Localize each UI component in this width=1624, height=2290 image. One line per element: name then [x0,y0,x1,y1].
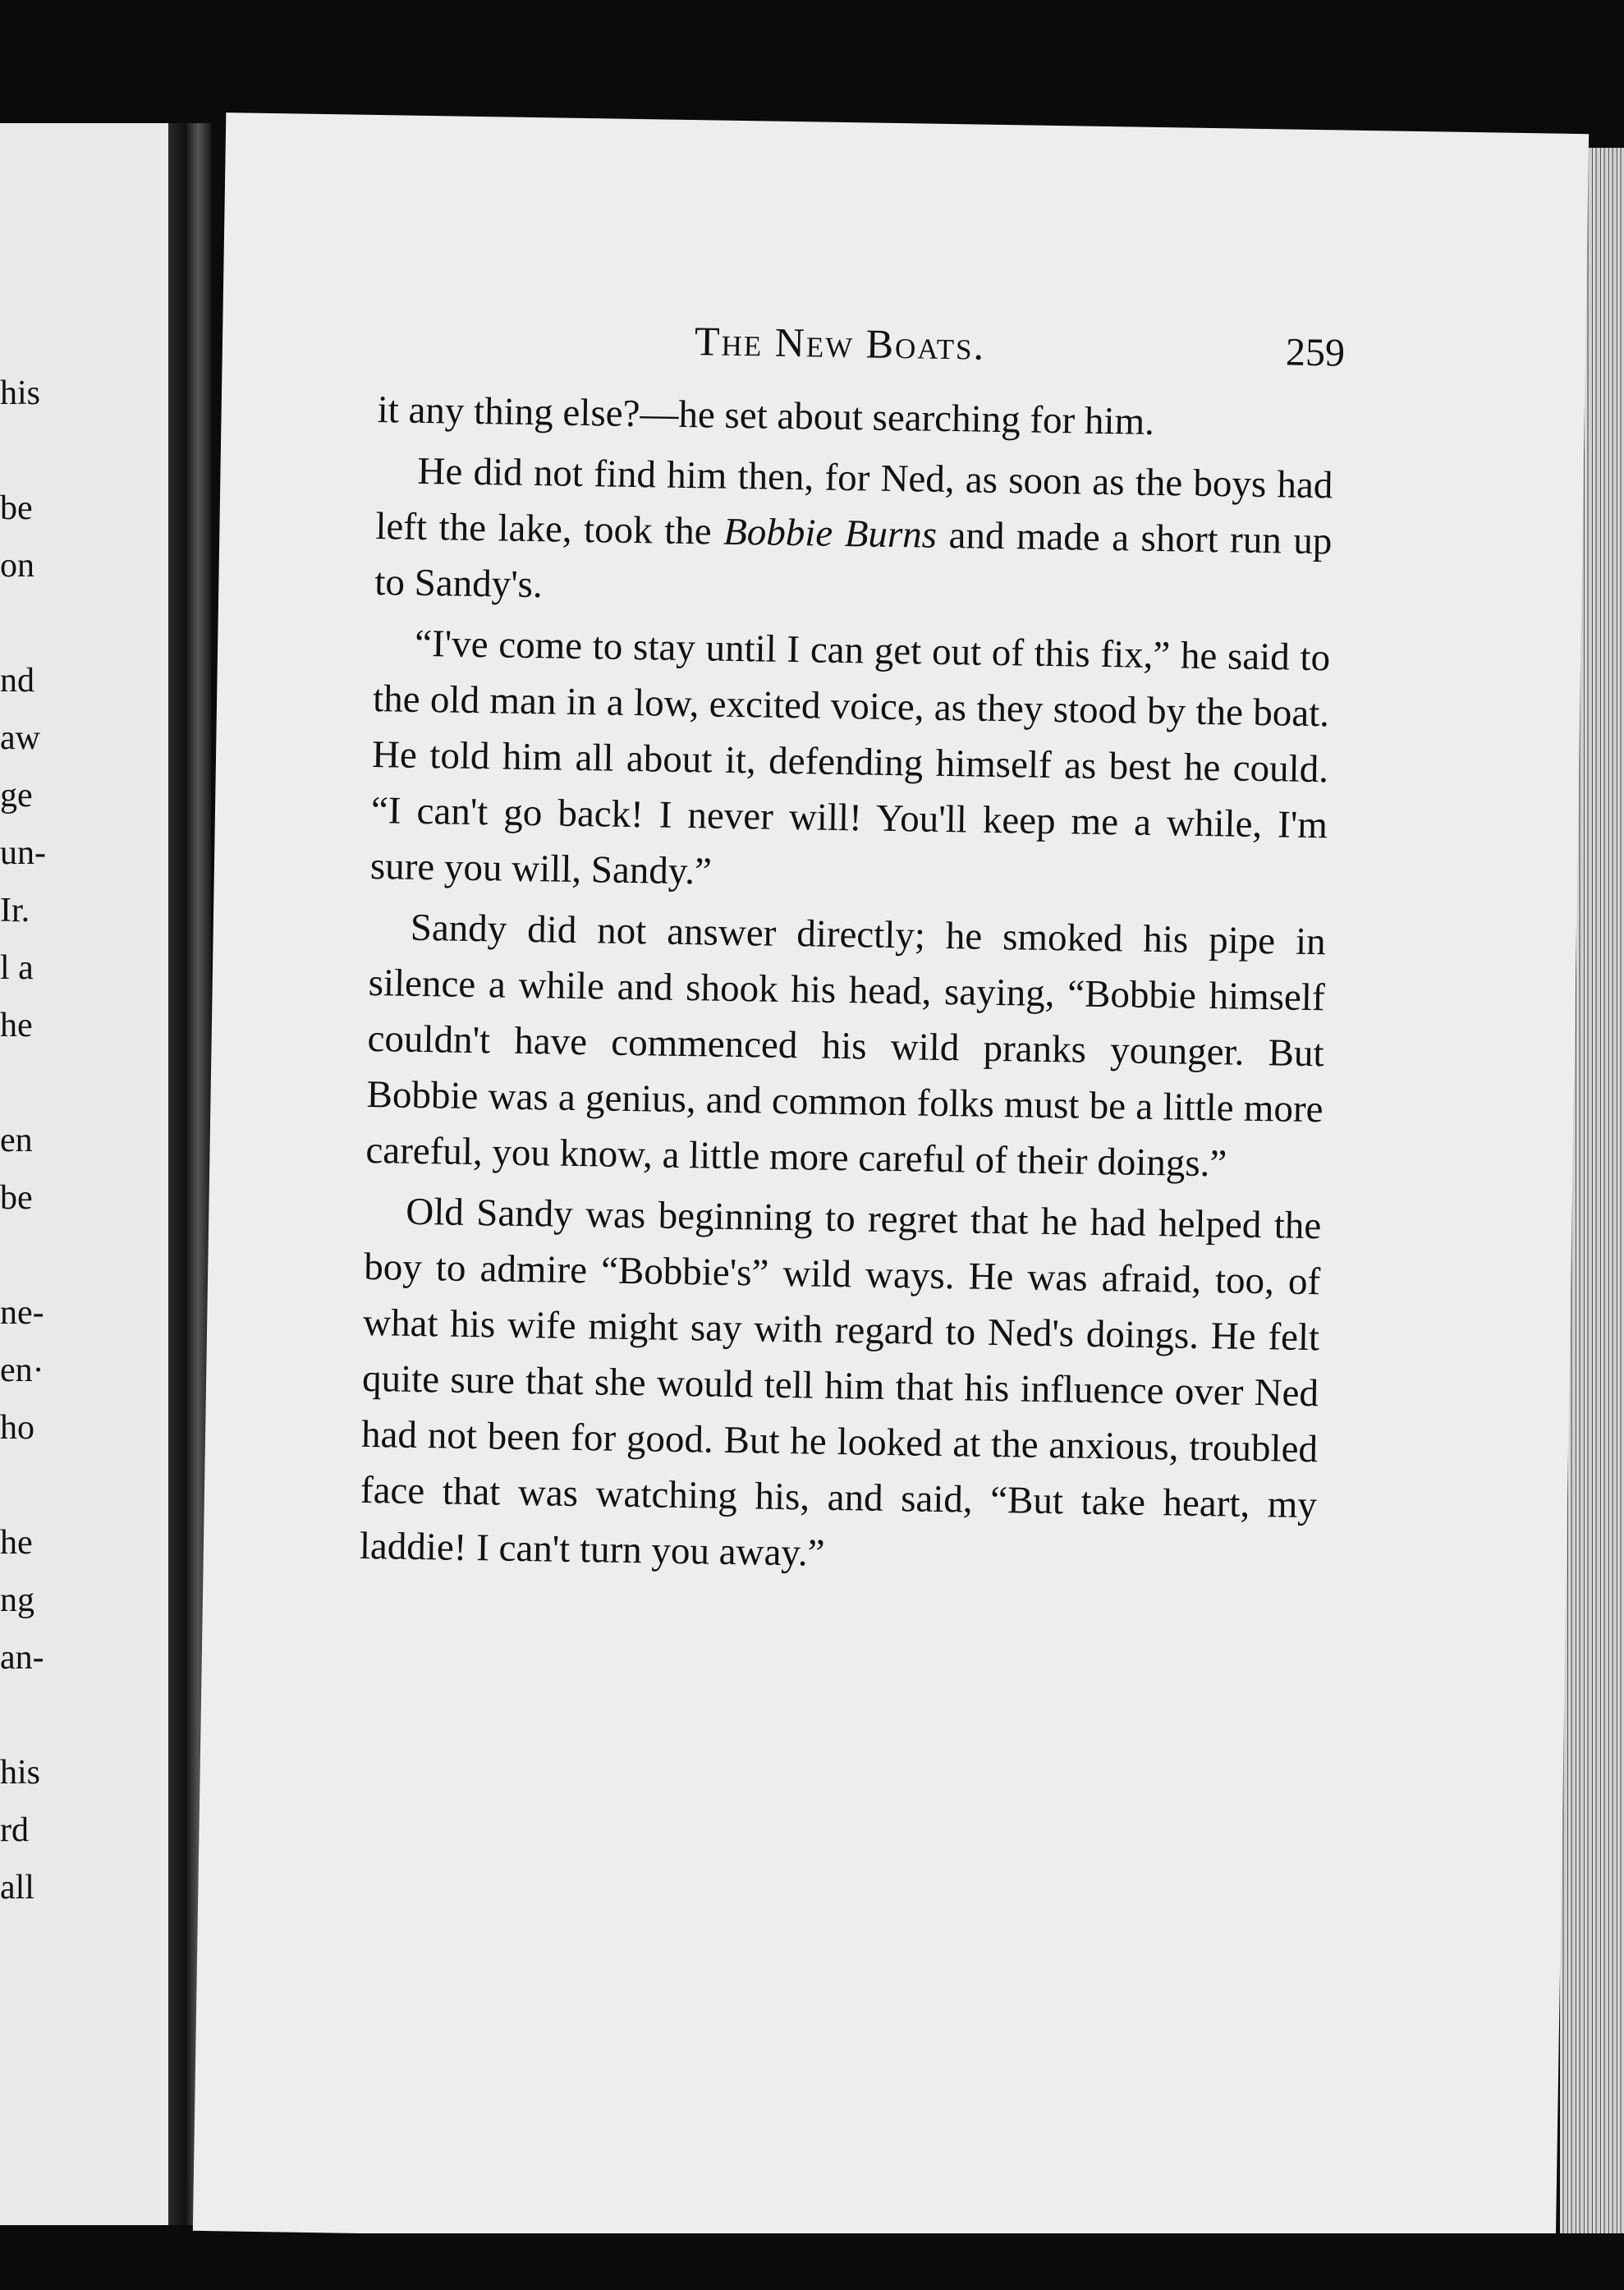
left-fragment: be [0,1179,33,1217]
left-fragment: ne- [0,1294,44,1332]
left-fragment: his [0,374,41,412]
paragraph: “I've come to stay until I can get out of this fix,” he said to the old man in a low, excited voice, as they stood by the boat. He told him all about it, defending himself as best he could. “I can't go back! I never will! You'll keep me a while, I'm sure you will, Sandy.” [369,622,1331,893]
paragraph [374,443,1333,625]
left-fragment: rd [0,1811,29,1849]
left-fragment: an- [0,1639,44,1677]
page-number: 259 [1285,330,1346,375]
left-fragment: ge [0,777,33,815]
left-fragment: ho [0,1409,34,1447]
left-fragment: l a [0,949,34,987]
paragraph-text: and made a short run up to Sandy's. [374,513,1333,607]
boat-name: Bobbie Burns [723,510,938,557]
book-page [193,112,1589,2252]
left-fragment: his [0,1754,41,1792]
left-fragment: en· [0,1352,44,1389]
left-fragment: ng [0,1581,34,1619]
left-fragment: he [0,1007,33,1044]
left-fragment: en [0,1122,33,1159]
left-fragment: nd [0,662,34,700]
left-fragment: aw [0,719,40,757]
left-fragment: be [0,489,33,527]
running-title: The New Boats. [694,318,986,369]
left-fragment: un- [0,834,46,872]
left-fragment: on [0,547,34,585]
paragraph: Old Sandy was beginning to regret that he had helped the boy to admire “Bobbie's” wild ways. He was afraid, too, of what his wife might say with regard to Ned's doings. He felt quite sure that she would tell him that his influence over Ned had not been for good. But he looked at the anxious, troubled face that was watching his, and said, “But take heart, my laddie! I can't turn you away.” [359,1190,1322,1575]
left-fragment: all [0,1869,34,1907]
scan-border [0,2233,1624,2290]
body-text [359,382,1334,1594]
page-header [222,310,1586,380]
paragraph: it any thing else?—he set about searching for him. [377,388,1155,443]
left-fragment: he [0,1524,33,1562]
paragraph-text: He did not find him then, for Ned, as soon as the boys had left the lake, took the [375,449,1333,553]
left-fragment: Ir. [0,892,30,929]
paragraph: Sandy did not answer directly; he smoked his pipe in silence a while and shook his head, saying, “Bobbie himself couldn't have commenced his wild pranks younger. But Bobbie was a genius, and common folks must be a little more careful, you know, a little more careful of their doings.” [365,906,1327,1186]
left-facing-page [0,123,172,2225]
